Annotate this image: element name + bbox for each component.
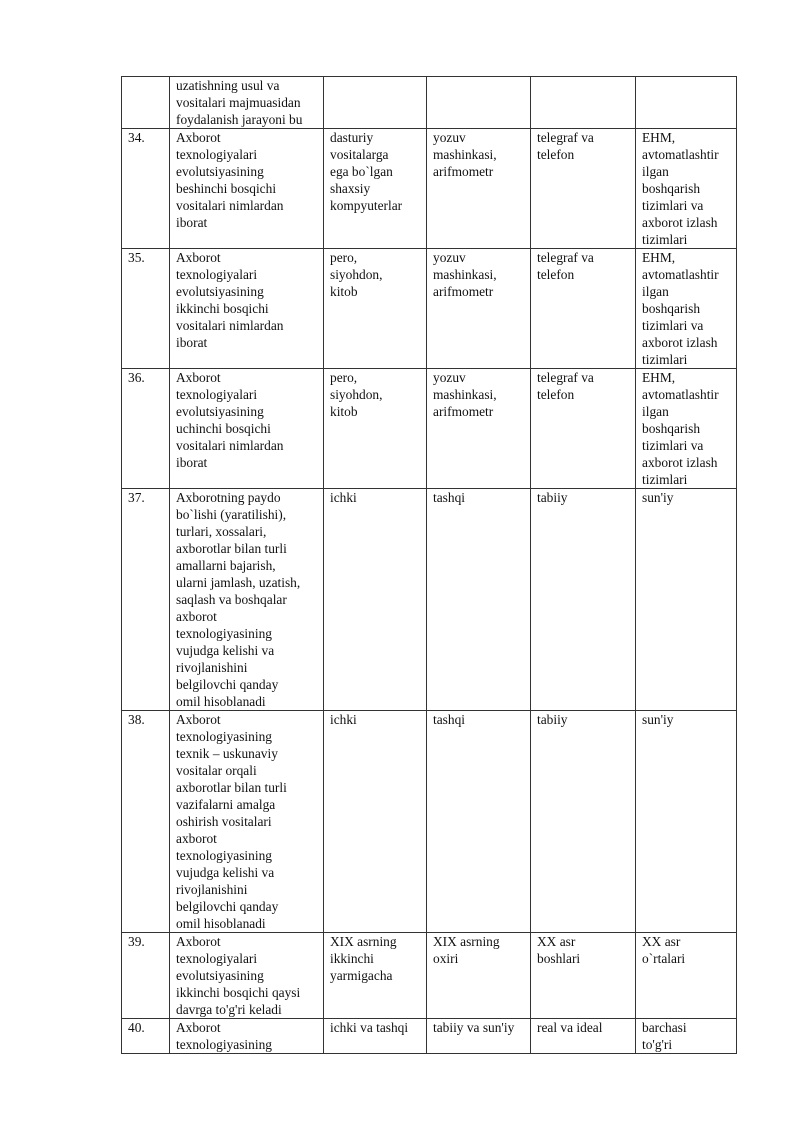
option-b-cell [427,489,531,711]
option-c-cell [531,249,636,369]
option-d-cell [636,711,737,933]
table-row [122,711,737,933]
option-a-cell [324,369,427,489]
question-text-cell [170,933,324,1019]
option-b: yozuv mashinkasi, arifmometr [433,370,497,419]
option-b: yozuv mashinkasi, arifmometr [433,130,497,179]
question-text: Axborot texnologiyalari evolutsiyasining uchinchi bosqichi vositalari nimlardan iborat [176,370,284,470]
option-c-cell [531,933,636,1019]
question-number-cell [122,249,170,369]
question-number-cell [122,489,170,711]
question-text: uzatishning usul va vositalari majmuasidan foydalanish jarayoni bu [176,78,303,127]
question-text: Axborotning paydo bo`lishi (yaratilishi), turlari, xossalari, axborotlar bilan turli amallarni bajarish, ularni jamlash, uzatish, saqlash va boshqalar axborot texnologiyasining vujudga kelishi va rivojlanishini belgilovchi qanday omil hisoblanadi [176,490,301,709]
question-text-cell [170,249,324,369]
option-a-cell [324,249,427,369]
option-b-cell [427,933,531,1019]
option-a: ichki va tashqi [330,1020,409,1035]
question-text-cell [170,369,324,489]
question-text-cell [170,129,324,249]
question-text: Axborot texnologiyalari evolutsiyasining ikkinchi bosqichi qaysi davrga to'g'ri keladi [176,934,301,1017]
option-c: XX asr boshlari [537,934,581,966]
question-text: Axborot texnologiyalari evolutsiyasining beshinchi bosqichi vositalari nimlardan iborat [176,130,284,230]
question-number: 37. [128,490,145,505]
question-number: 35. [128,250,145,265]
option-a: dasturiy vositalarga ega bo`lgan shaxsiy kompyuterlar [330,130,403,213]
question-number: 40. [128,1020,145,1035]
option-c: telegraf va telefon [537,370,594,402]
table-row [122,933,737,1019]
table-row [122,1019,737,1054]
option-d-cell [636,129,737,249]
option-a: pero, siyohdon, kitob [330,370,383,419]
question-text-cell [170,489,324,711]
option-a-cell [324,489,427,711]
option-a: XIX asrning ikkinchi yarmigacha [330,934,397,983]
question-number-cell [122,369,170,489]
option-d: sun'iy [642,712,674,727]
question-number: 36. [128,370,145,385]
option-c-cell [531,489,636,711]
option-d: EHM, avtomatlashtir ilgan boshqarish tizimlari va axborot izlash tizimlari [642,370,719,487]
option-a-cell [324,711,427,933]
option-c-cell [531,369,636,489]
option-d-cell [636,1019,737,1054]
option-d-cell [636,489,737,711]
question-number-cell [122,933,170,1019]
question-number-cell [122,129,170,249]
option-c: real va ideal [537,1020,603,1035]
option-d-cell [636,77,737,129]
option-b-cell [427,77,531,129]
table-row [122,129,737,249]
option-c-cell [531,129,636,249]
question-text: Axborot texnologiyasining texnik – uskunaviy vositalar orqali axborotlar bilan turli vazifalarni amalga oshirish vositalari axborot texnologiyasining vujudga kelishi va rivojlanishini belgilovchi qanday omil hisoblanadi [176,712,287,931]
question-text-cell [170,711,324,933]
option-d: barchasi to'g'ri [642,1020,687,1052]
question-text: Axborot texnologiyasining [176,1020,272,1052]
question-number: 34. [128,130,145,145]
question-number: 38. [128,712,145,727]
option-b-cell [427,129,531,249]
question-table [121,76,737,1054]
option-d-cell [636,369,737,489]
option-c: tabiiy [537,490,568,505]
option-c-cell [531,77,636,129]
option-a: ichki [330,490,357,505]
option-b-cell [427,249,531,369]
question-text-cell [170,1019,324,1054]
option-b: tashqi [433,490,465,505]
option-c-cell [531,1019,636,1054]
option-d-cell [636,249,737,369]
option-a: pero, siyohdon, kitob [330,250,383,299]
option-b: tabiiy va sun'iy [433,1020,515,1035]
option-d-cell [636,933,737,1019]
option-d: EHM, avtomatlashtir ilgan boshqarish tizimlari va axborot izlash tizimlari [642,250,719,367]
option-c: telegraf va telefon [537,130,594,162]
option-c: telegraf va telefon [537,250,594,282]
question-number-cell [122,1019,170,1054]
option-c: tabiiy [537,712,568,727]
table-row [122,249,737,369]
option-b-cell [427,711,531,933]
option-d: XX asr o`rtalari [642,934,686,966]
question-table-body [122,77,737,1054]
option-a-cell [324,1019,427,1054]
option-b: yozuv mashinkasi, arifmometr [433,250,497,299]
question-number-cell [122,77,170,129]
table-row [122,77,737,129]
question-text-cell [170,77,324,129]
option-a-cell [324,77,427,129]
option-b-cell [427,1019,531,1054]
option-b-cell [427,369,531,489]
table-row [122,489,737,711]
option-a: ichki [330,712,357,727]
option-d: EHM, avtomatlashtir ilgan boshqarish tizimlari va axborot izlash tizimlari [642,130,719,247]
question-number-cell [122,711,170,933]
option-c-cell [531,711,636,933]
option-a-cell [324,129,427,249]
option-a-cell [324,933,427,1019]
table-row [122,369,737,489]
question-number: 39. [128,934,145,949]
option-d: sun'iy [642,490,674,505]
option-b: XIX asrning oxiri [433,934,500,966]
option-b: tashqi [433,712,465,727]
question-text: Axborot texnologiyalari evolutsiyasining ikkinchi bosqichi vositalari nimlardan iborat [176,250,284,350]
